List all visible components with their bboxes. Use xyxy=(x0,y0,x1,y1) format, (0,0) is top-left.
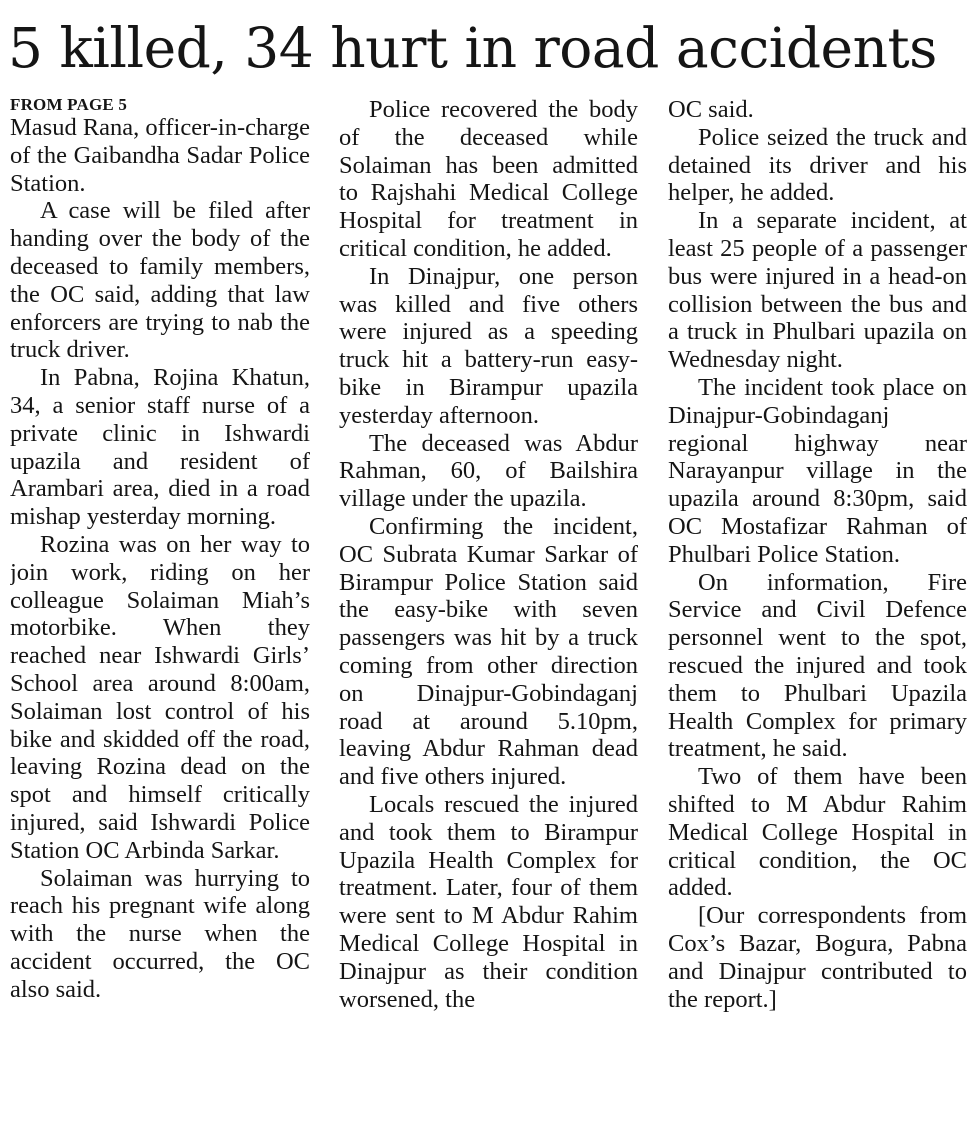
paragraph: The incident took place on Dinajpur-Gobindaganj regional highway near Narayanpur village in the upazila around 8:30pm, said OC Mostafizar Rahman of Phulbari Police Station. xyxy=(668,373,967,568)
paragraph: Police seized the truck and detained its driver and his helper, he added. xyxy=(668,123,967,207)
paragraph: In a separate incident, at least 25 people of a passenger bus were injured in a head-on collision between the bus and a truck in Phulbari upazila on Wednesday night. xyxy=(668,207,967,374)
paragraph: [Our correspondents from Cox’s Bazar, Bogura, Pabna and Dinajpur contributed to the report.] xyxy=(668,902,967,1013)
paragraph: On information, Fire Service and Civil Defence personnel went to the spot, rescued the injured and took them to Phulbari Upazila Health Complex for primary treatment, he said. xyxy=(668,568,967,763)
article-column-3 xyxy=(668,96,967,1126)
paragraph: In Pabna, Rojina Khatun, 34, a senior staff nurse of a private clinic in Ishwardi upazila and resident of Arambari area, died in a road mishap yesterday morning. xyxy=(10,364,310,531)
article-column-2 xyxy=(339,96,638,1126)
paragraph: A case will be filed after handing over the body of the deceased to family members, the OC said, adding that law enforcers are trying to nab the truck driver. xyxy=(10,197,310,364)
paragraph: Two of them have been shifted to M Abdur Rahim Medical College Hospital in critical condition, the OC added. xyxy=(668,763,967,902)
continuation-kicker: FROM PAGE 5 xyxy=(10,96,128,114)
paragraph: OC said. xyxy=(668,96,754,123)
article-column-1 xyxy=(10,96,310,1126)
paragraph: Rozina was on her way to join work, riding on her colleague Solaiman Miah’s motorbike. When they reached near Ishwardi Girls’ School area around 8:00am, Solaiman lost control of his bike and skidded off the road, leaving Rozina dead on the spot and himself critically injured, said Ishwardi Police Station OC Arbinda Sarkar. xyxy=(10,530,310,864)
paragraph: Masud Rana, officer-in-charge of the Gaibandha Sadar Police Station. xyxy=(10,114,310,197)
headline: 5 killed, 34 hurt in road accidents xyxy=(8,16,937,80)
paragraph: The deceased was Abdur Rahman, 60, of Bailshira village under the upazila. xyxy=(339,429,638,513)
paragraph: Solaiman was hurrying to reach his pregnant wife along with the nurse when the accident occurred, the OC also said. xyxy=(10,864,310,1003)
paragraph: Locals rescued the injured and took them to Birampur Upazila Health Complex for treatment. Later, four of them were sent to M Abdur Rahim Medical College Hospital in Dinajpur as their condition worsened, the xyxy=(339,790,638,1013)
paragraph: In Dinajpur, one person was killed and five others were injured as a speeding truck hit a battery-run easy-bike in Birampur upazila yesterday afternoon. xyxy=(339,262,638,429)
paragraph: Police recovered the body of the deceased while Solaiman has been admitted to Rajshahi Medical College Hospital for treatment in critical condition, he added. xyxy=(339,96,638,262)
paragraph: Confirming the incident, OC Subrata Kumar Sarkar of Birampur Police Station said the easy-bike with seven passengers was hit by a truck coming from other direction on Dinajpur-Gobindaganj road at around 5.10pm, leaving Abdur Rahman dead and five others injured. xyxy=(339,512,638,791)
